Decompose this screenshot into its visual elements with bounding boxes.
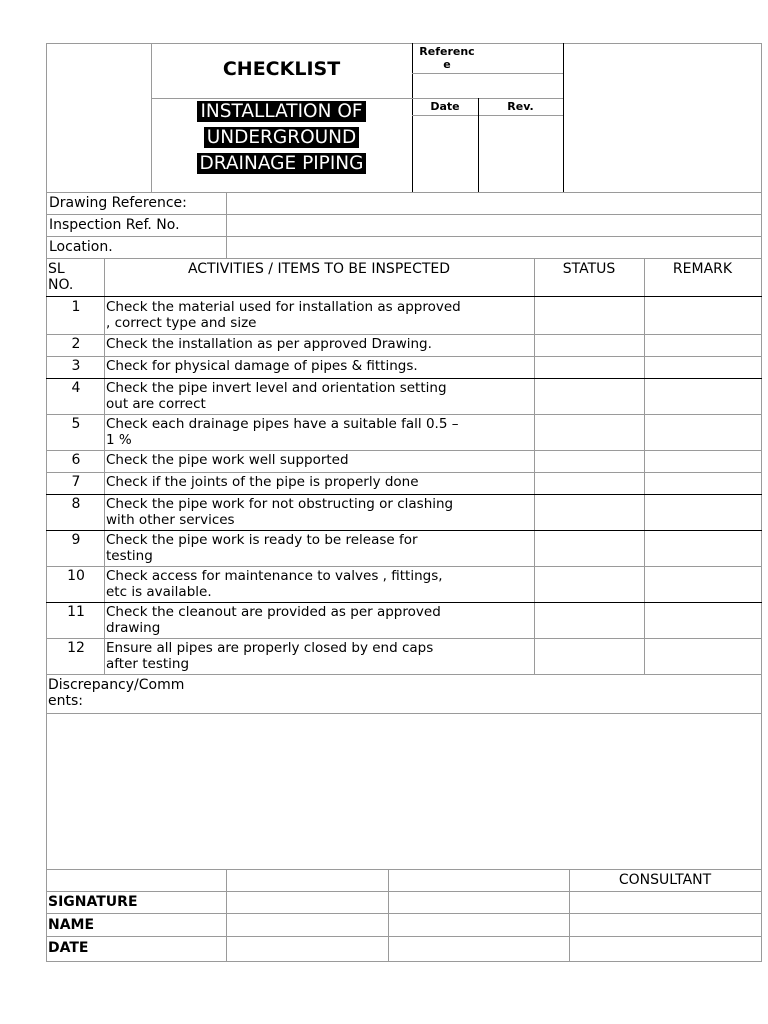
row-4-number: 4: [71, 380, 81, 396]
row-3-number: 3: [71, 358, 81, 374]
location-label: Location.: [49, 239, 113, 255]
row-6-number: 6: [71, 452, 81, 468]
row-11-number: 11: [67, 604, 85, 620]
col-remark-header: REMARK: [672, 261, 733, 277]
row-2-activity: Check the installation as per approved Drawing.: [106, 336, 432, 352]
name-label: NAME: [48, 917, 95, 933]
row-12-number: 12: [67, 640, 85, 656]
row-8-activity: Check the pipe work for not obstructing or clashing with other services: [106, 496, 454, 528]
row-10-activity: Check access for maintenance to valves , fittings, etc is available.: [106, 568, 443, 600]
comments-label: Discrepancy/Comm ents:: [48, 677, 185, 709]
row-1-number: 1: [71, 299, 81, 315]
row-9-number: 9: [71, 532, 81, 548]
row-3-activity: Check for physical damage of pipes & fittings.: [106, 358, 418, 374]
checklist-title: CHECKLIST: [222, 58, 341, 80]
subtitle-line-1: INSTALLATION OF: [197, 101, 365, 122]
consultant-label: CONSULTANT: [618, 872, 712, 888]
comments-area[interactable]: [47, 714, 761, 869]
row-7-activity: Check if the joints of the pipe is properly done: [106, 474, 419, 490]
col-status-header: STATUS: [562, 261, 616, 277]
date-signoff-label: DATE: [48, 940, 89, 956]
inspection-ref-label: Inspection Ref. No.: [49, 217, 180, 233]
col-activities-header: ACTIVITIES / ITEMS TO BE INSPECTED: [187, 261, 451, 277]
row-5-number: 5: [71, 416, 81, 432]
reference-label: Referenc e: [419, 45, 475, 71]
rev-label: Rev.: [507, 100, 534, 113]
date-label: Date: [430, 100, 460, 113]
subtitle-line-3: DRAINAGE PIPING: [197, 153, 367, 174]
signature-label: SIGNATURE: [48, 894, 138, 910]
row-9-activity: Check the pipe work is ready to be release for testing: [106, 532, 418, 564]
row-1-activity: Check the material used for installation as approved , correct type and size: [106, 299, 461, 331]
row-6-activity: Check the pipe work well supported: [106, 452, 349, 468]
row-2-number: 2: [71, 336, 81, 352]
row-5-activity: Check each drainage pipes have a suitable fall 0.5 – 1 %: [106, 416, 459, 448]
row-10-number: 10: [67, 568, 85, 584]
checklist-subtitle: [151, 99, 412, 177]
row-12-activity: Ensure all pipes are properly closed by end caps after testing: [106, 640, 434, 672]
subtitle-line-2: UNDERGROUND: [204, 127, 360, 148]
row-7-number: 7: [71, 474, 81, 490]
col-sl-header: SL NO.: [48, 261, 74, 293]
drawing-reference-label: Drawing Reference:: [49, 195, 187, 211]
row-11-activity: Check the cleanout are provided as per approved drawing: [106, 604, 441, 636]
row-4-activity: Check the pipe invert level and orientation setting out are correct: [106, 380, 447, 412]
row-8-number: 8: [71, 496, 81, 512]
